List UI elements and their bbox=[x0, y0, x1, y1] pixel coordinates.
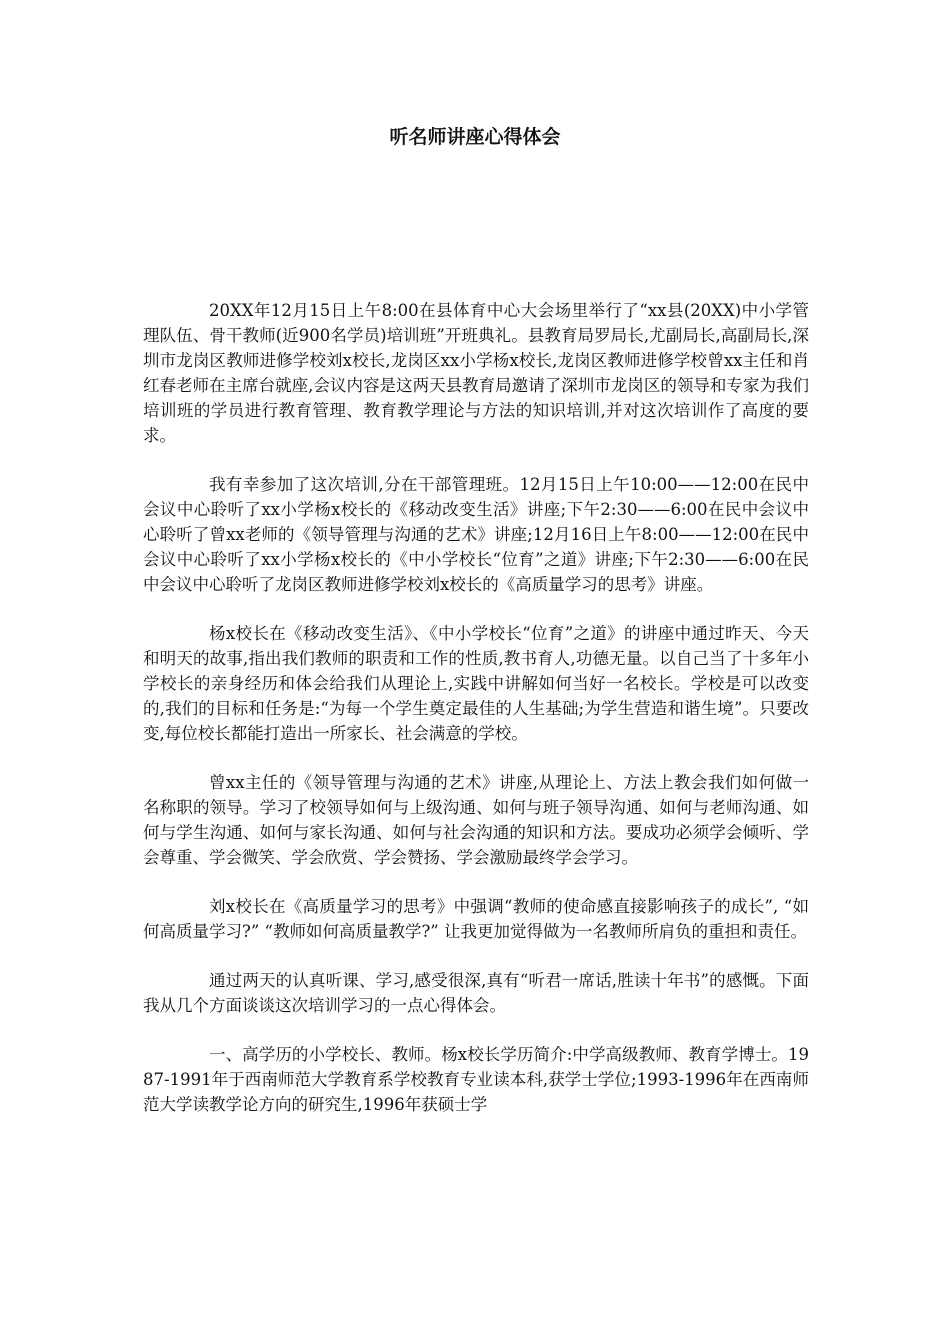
paragraph-director-zeng-lecture: 曾xx主任的《领导管理与沟通的艺术》讲座,从理论上、方法上教会我们如何做一名称职的领导。学习了校领导如何与上级沟通、如何与班子领导沟通、如何与老师沟通、如何与学生沟通、如何与家长沟通、如何与社会沟通的知识和方法。要成功必须学会倾听、学会尊重、学会微笑、学会欣赏、学会赞扬、学会激励最终学会学习。 bbox=[143, 773, 809, 867]
paragraph-training-schedule: 我有幸参加了这次培训,分在干部管理班。12月15日上午10:00——12:00在民中会议中心聆听了xx小学杨x校长的《移动改变生活》讲座;下午2:30——6:00在民中会议中心聆听了曾xx老师的《领导管理与沟通的艺术》讲座;12月16日上午8:00——12:00在民中会议中心聆听了xx小学杨x校长的《中小学校长“位育”之道》讲座;下午2:30——6:00在民中会议中心聆听了龙岗区教师进修学校刘x校长的《高质量学习的思考》讲座。 bbox=[143, 475, 809, 594]
paragraph-principal-yang-lectures: 杨x校长在《移动改变生活》、《中小学校长“位育”之道》的讲座中通过昨天、今天和明天的故事,指出我们教师的职责和工作的性质,教书育人,功德无量。以自己当了十多年小学校长的亲身经历和体会给我们从理论上,实践中讲解如何当好一名校长。学校是可以改变的,我们的目标和任务是:“为每一个学生奠定最佳的人生基础;为学生营造和谐生境”。只要改变,每位校长都能打造出一所家长、社会满意的学校。 bbox=[143, 624, 809, 743]
document-title: 听名师讲座心得体会 bbox=[389, 126, 561, 148]
document-body bbox=[143, 298, 809, 1141]
paragraph-principal-liu-lecture: 刘x校长在《高质量学习的思考》中强调“教师的使命感直接影响孩子的成长”, “如何高质量学习?” “教师如何高质量教学?” 让我更加觉得做为一名教师所肩负的重担和责任。 bbox=[143, 897, 809, 941]
paragraph-opening-ceremony: 20XX年12月15日上午8:00在县体育中心大会场里举行了“xx县(20XX)中小学管理队伍、骨干教师(近900名学员)培训班”开班典礼。县教育局罗局长,尤副局长,高副局长,深圳市龙岗区教师进修学校刘x校长,龙岗区xx小学杨x校长,龙岗区教师进修学校曾xx主任和肖红春老师在主席台就座,会议内容是这两天县教育局邀请了深圳市龙岗区的领导和专家为我们培训班的学员进行教育管理、教育教学理论与方法的知识培训,并对这次培训作了高度的要求。 bbox=[143, 301, 809, 445]
paragraph-reflection-intro: 通过两天的认真听课、学习,感受很深,真有“听君一席话,胜读十年书”的感慨。下面我从几个方面谈谈这次培训学习的一点心得体会。 bbox=[143, 971, 809, 1015]
paragraph-section-one: 一、高学历的小学校长、教师。杨x校长学历简介:中学高级教师、教育学博士。1987-1991年于西南师范大学教育系学校教育专业读本科,获学士学位;1993-1996年在西南师范大学读教学论方向的研究生,1996年获硕士学 bbox=[143, 1045, 809, 1114]
